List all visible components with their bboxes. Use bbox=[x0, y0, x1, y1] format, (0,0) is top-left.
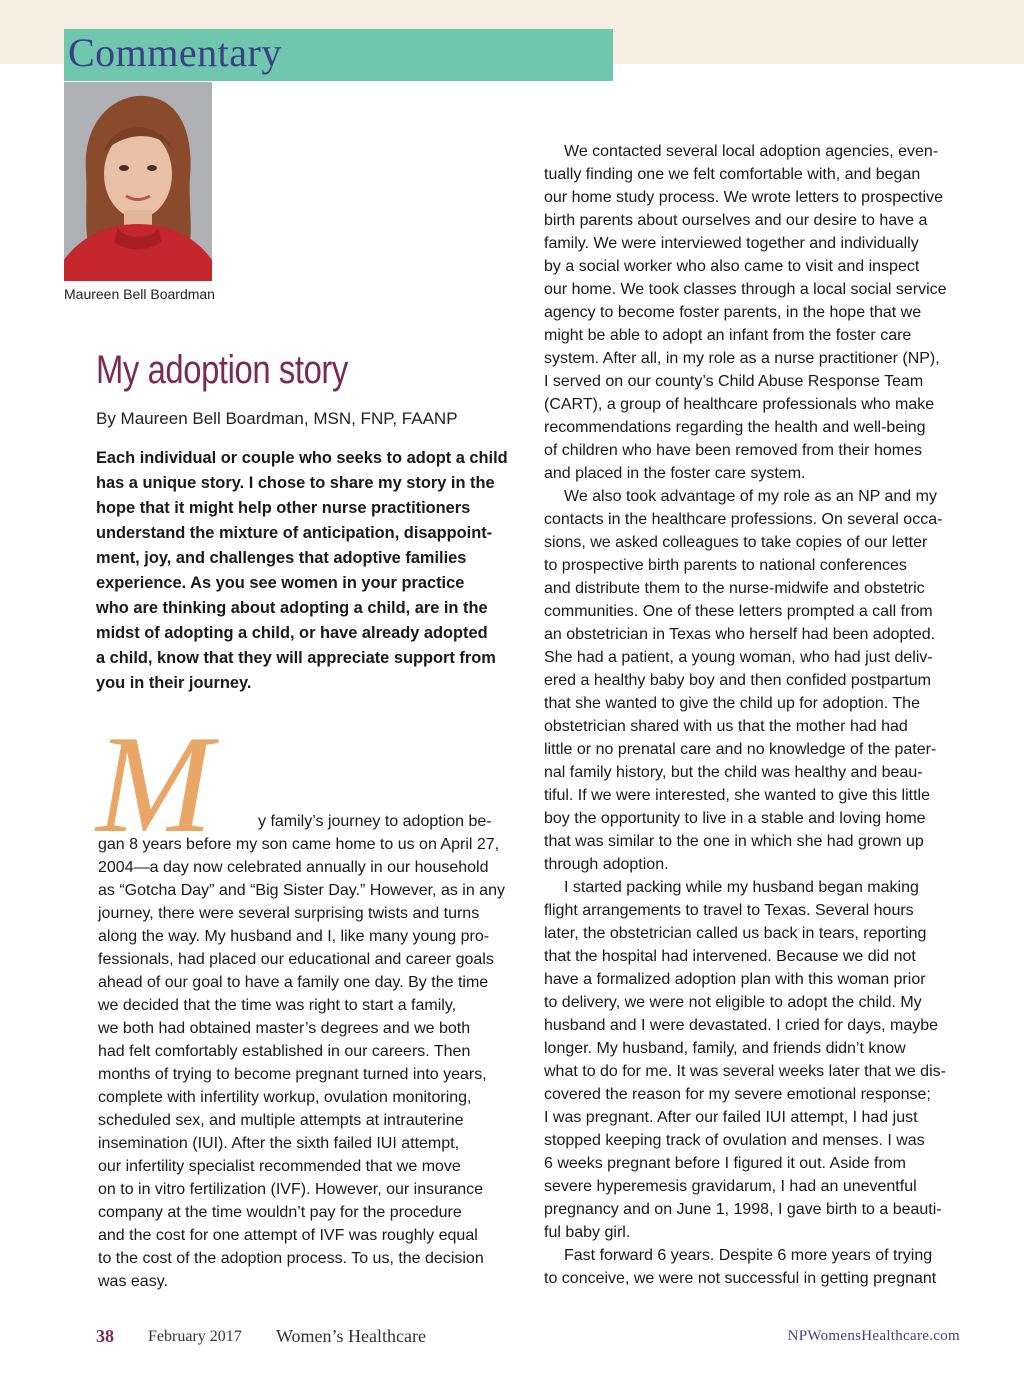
body-line: system. After all, in my role as a nurse practitioner (NP), bbox=[544, 350, 940, 367]
body-line: sions, we asked colleagues to take copies of our letter bbox=[544, 534, 928, 551]
body-line: company at the time wouldn’t pay for the procedure bbox=[98, 1204, 462, 1221]
body-line: flight arrangements to travel to Texas. Several hours bbox=[544, 902, 914, 919]
portrait-image bbox=[64, 82, 212, 281]
body-line: as “Gotcha Day” and “Big Sister Day.” However, as in any bbox=[98, 882, 505, 899]
body-line: to the cost of the adoption process. To us, the decision bbox=[98, 1250, 484, 1267]
website-link[interactable]: NPWomensHealthcare.com bbox=[787, 1328, 960, 1344]
intro-line: ment, joy, and challenges that adoptive families bbox=[96, 549, 467, 567]
body-line: longer. My husband, family, and friends didn’t know bbox=[544, 1040, 906, 1057]
body-line: along the way. My husband and I, like many young pro- bbox=[98, 928, 490, 945]
body-line: months of trying to become pregnant turned into years, bbox=[98, 1066, 487, 1083]
intro-line: you in their journey. bbox=[96, 674, 252, 692]
body-line: tually finding one we felt comfortable with, and began bbox=[544, 166, 921, 183]
intro-line: hope that it might help other nurse practitioners bbox=[96, 499, 471, 517]
issue-date: February 2017 bbox=[148, 1328, 242, 1345]
intro-line: a child, know that they will appreciate support from bbox=[96, 649, 496, 667]
body-line: ful baby girl. bbox=[544, 1224, 631, 1241]
body-line: our infertility specialist recommended that we move bbox=[98, 1158, 461, 1175]
body-line: boy the opportunity to live in a stable and loving home bbox=[544, 810, 926, 827]
body-line: to conceive, we were not successful in getting pregnant bbox=[544, 1270, 937, 1287]
body-line: what to do for me. It was several weeks later that we dis- bbox=[544, 1063, 946, 1080]
body-line: ered a healthy baby boy and then confided postpartum bbox=[544, 672, 931, 689]
body-line: birth parents about ourselves and our desire to have a bbox=[544, 212, 928, 229]
photo-caption: Maureen Bell Boardman bbox=[64, 286, 215, 302]
body-line: nal family history, but the child was healthy and beau- bbox=[544, 764, 923, 781]
body-line: by a social worker who also came to visit and inspect bbox=[544, 258, 920, 275]
body-line: of children who have been removed from their homes bbox=[544, 442, 922, 459]
body-line: to delivery, we were not eligible to adopt the child. My bbox=[544, 994, 922, 1011]
body-line: fessionals, had placed our educational and career goals bbox=[98, 951, 494, 968]
body-line: 6 weeks pregnant before I figured it out. Aside from bbox=[544, 1155, 906, 1172]
author-photo bbox=[64, 82, 212, 281]
intro-line: has a unique story. I chose to share my story in the bbox=[96, 474, 495, 492]
journal-name: Women’s Healthcare bbox=[276, 1326, 426, 1346]
body-line: on to in vitro fertilization (IVF). However, our insurance bbox=[98, 1181, 484, 1198]
body-line: and the cost for one attempt of IVF was roughly equal bbox=[98, 1227, 478, 1244]
body-column-left bbox=[98, 810, 518, 1293]
drop-cap: M bbox=[96, 707, 213, 862]
body-line: ahead of our goal to have a family one day. By the time bbox=[98, 974, 489, 991]
body-line: y family’s journey to adoption be- bbox=[258, 813, 492, 830]
body-line: and distribute them to the nurse-midwife and obstetric bbox=[544, 580, 925, 597]
body-line: I was pregnant. After our failed IUI attempt, I had just bbox=[544, 1109, 918, 1126]
body-line: that the hospital had intervened. Because we did not bbox=[544, 948, 916, 965]
intro-line: Each individual or couple who seeks to adopt a child bbox=[96, 449, 508, 467]
intro-line: who are thinking about adopting a child, are in the bbox=[96, 599, 488, 617]
body-column-right bbox=[544, 140, 964, 1290]
intro-line: understand the mixture of anticipation, disappoint- bbox=[96, 524, 493, 542]
intro-line: experience. As you see women in your practice bbox=[96, 574, 465, 592]
body-line: we both had obtained master’s degrees and we both bbox=[98, 1020, 471, 1037]
article-byline: By Maureen Bell Boardman, MSN, FNP, FAANP bbox=[96, 409, 458, 428]
body-line: through adoption. bbox=[544, 856, 669, 873]
article-intro bbox=[96, 446, 516, 696]
body-line: communities. One of these letters prompted a call from bbox=[544, 603, 933, 620]
body-line: had felt comfortably established in our careers. Then bbox=[98, 1043, 471, 1060]
body-line: gan 8 years before my son came home to us on April 27, bbox=[98, 836, 500, 853]
body-line: Fast forward 6 years. Despite 6 more years of trying bbox=[564, 1247, 933, 1264]
article-title: My adoption story bbox=[96, 348, 348, 392]
body-line: contacts in the healthcare professions. On several occa- bbox=[544, 511, 943, 528]
body-line: pregnancy and on June 1, 1998, I gave birth to a beauti- bbox=[544, 1201, 942, 1218]
body-line: to prospective birth parents to national conferences bbox=[544, 557, 907, 574]
body-line: obstetrician shared with us that the mother had had bbox=[544, 718, 908, 735]
body-line: We also took advantage of my role as an NP and my bbox=[564, 488, 937, 505]
body-line: was easy. bbox=[98, 1273, 168, 1290]
section-header-bar bbox=[64, 29, 613, 81]
section-title: Commentary bbox=[68, 30, 282, 75]
body-line: (CART), a group of healthcare professionals who make bbox=[544, 396, 935, 413]
body-line: severe hyperemesis gravidarum, I had an uneventful bbox=[544, 1178, 917, 1195]
body-line: might be able to adopt an infant from the foster care bbox=[544, 327, 912, 344]
page-footer bbox=[0, 1326, 1024, 1350]
body-line: that was similar to the one in which she had grown up bbox=[544, 833, 924, 850]
body-line: little or no prenatal care and no knowledge of the pater- bbox=[544, 741, 937, 758]
body-line: I started packing while my husband began making bbox=[564, 879, 919, 896]
body-line: our home. We took classes through a local social service bbox=[544, 281, 947, 298]
body-line: agency to become foster parents, in the hope that we bbox=[544, 304, 922, 321]
body-line: tiful. If we were interested, she wanted to give this little bbox=[544, 787, 930, 804]
intro-line: midst of adopting a child, or have already adopted bbox=[96, 624, 488, 642]
body-line: I served on our county’s Child Abuse Response Team bbox=[544, 373, 924, 390]
body-line: recommendations regarding the health and well-being bbox=[544, 419, 926, 436]
body-line: We contacted several local adoption agencies, even- bbox=[564, 143, 939, 160]
body-line: She had a patient, a young woman, who had just deliv- bbox=[544, 649, 933, 666]
body-line: family. We were interviewed together and individually bbox=[544, 235, 919, 252]
page-number: 38 bbox=[96, 1326, 114, 1346]
body-line: we decided that the time was right to start a family, bbox=[98, 997, 457, 1014]
body-line: have a formalized adoption plan with this woman prior bbox=[544, 971, 926, 988]
body-line: 2004—a day now celebrated annually in our household bbox=[98, 859, 489, 876]
body-line: our home study process. We wrote letters to prospective bbox=[544, 189, 943, 206]
body-line: that she wanted to give the child up for adoption. The bbox=[544, 695, 920, 712]
body-line: stopped keeping track of ovulation and menses. I was bbox=[544, 1132, 925, 1149]
body-line: husband and I were devastated. I cried for days, maybe bbox=[544, 1017, 939, 1034]
body-line: complete with infertility workup, ovulation monitoring, bbox=[98, 1089, 472, 1106]
body-line: scheduled sex, and multiple attempts at intrauterine bbox=[98, 1112, 464, 1129]
body-line: and placed in the foster care system. bbox=[544, 465, 806, 482]
body-line: insemination (IUI). After the sixth failed IUI attempt, bbox=[98, 1135, 460, 1152]
body-line: an obstetrician in Texas who herself had been adopted. bbox=[544, 626, 936, 643]
body-line: later, the obstetrician called us back in tears, reporting bbox=[544, 925, 927, 942]
body-line: covered the reason for my severe emotional response; bbox=[544, 1086, 931, 1103]
body-line: journey, there were several surprising twists and turns bbox=[98, 905, 480, 922]
